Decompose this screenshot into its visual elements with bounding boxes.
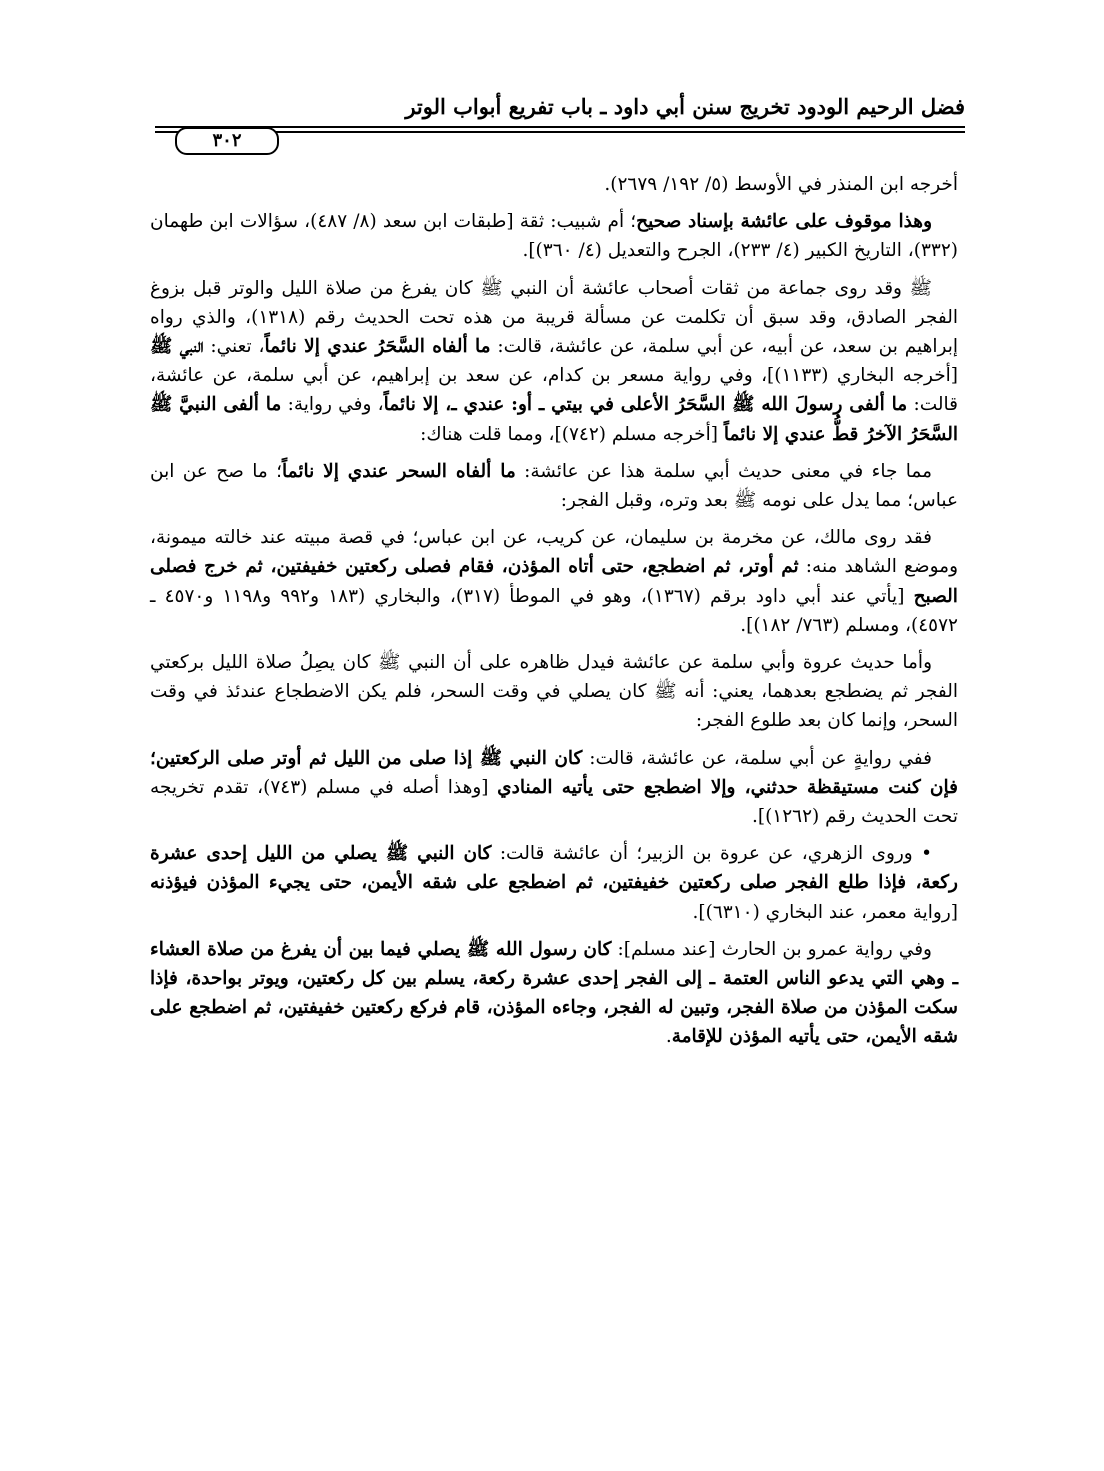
paragraph: ففي روايةٍ عن أبي سلمة، عن عائشة، قالت: كان النبي ﷺ إذا صلى من الليل ثم أوتر صلى الركعتين؛ فإن كنت مستيقظة حدثني، وإلا اضطجع حتى يأتيه المنادي [وهذا أصله في مسلم (٧٤٣)، تقدم تخريجه تحت الحديث رقم (١٢٦٢)]. [150,747,958,828]
page-body [150,170,958,1060]
paragraph: فقد روى مالك، عن مخرمة بن سليمان، عن كريب، عن ابن عباس؛ في قصة مبيته عند خالته ميمونة، وموضع الشاهد منه: ثم أوتر، ثم اضطجع، حتى أتاه المؤذن، فقام فصلى ركعتين خفيفتين، ثم خرج فصلى الصبح [يأتي عند أبي داود برقم (١٣٦٧)، وهو في الموطأ (٣١٧)، والبخاري (١٨٣ و٩٩٢ و١١٩٨ و٤٥٧٠ ـ ٤٥٧٢)، ومسلم (٧٦٣/ ١٨٢)]. [150,527,958,636]
paragraph: وهذا موقوف على عائشة بإسناد صحيح؛ أم شبيب: ثقة [طبقات ابن سعد (٨/ ٤٨٧)، سؤالات ابن طهمان (٣٣٢)، التاريخ الكبير (٤/ ٢٣٣)، الجرح والتعديل (٤/ ٣٦٠)]. [150,211,958,262]
running-title: فضل الرحيم الودود تخريج سنن أبي داود ـ باب تفريع أبواب الوتر [405,94,965,119]
paragraph: وفي رواية عمرو بن الحارث [عند مسلم]: كان رسول الله ﷺ يصلي فيما بين أن يفرغ من صلاة العشاء ـ وهي التي يدعو الناس العتمة ـ إلى الفجر إحدى عشرة ركعة، يسلم بين كل ركعتين، ويوتر بواحدة، فإذا سكت المؤذن من صلاة الفجر، وتبين له الفجر، وجاءه المؤذن، قام فركع ركعتين خفيفتين، ثم اضطجع على شقه الأيمن، حتى يأتيه المؤذن للإقامة. [150,938,958,1048]
paragraph: ﷺ وقد روى جماعة من ثقات أصحاب عائشة أن النبي ﷺ كان يفرغ من صلاة الليل والوتر قبل بزوغ الفجر الصادق، وقد سبق أن تكلمت عن مسألة قريبة من هذه تحت الحديث رقم (١٣١٨)، والذي رواه إبراهيم بن سعد، عن أبيه، عن أبي سلمة، عن عائشة، قالت: ما ألفاه السَّحَرُ عندي إلا نائماً، تعني: النبي ﷺ [أخرجه البخاري (١١٣٣)]، وفي رواية مسعر بن كدام، عن سعد بن إبراهيم، عن أبي سلمة، عن عائشة، قالت: ما ألفى رسولَ الله ﷺ السَّحَرُ الأعلى في بيتي ـ أو: عندي ـ، إلا نائماً، وفي رواية: ما ألفى النبيَّ ﷺ السَّحَرُ الآخرُ قطُّ عندي إلا نائماً [أخرجه مسلم (٧٤٢)]، ومما قلت هناك: [150,277,959,445]
paragraph: • وروى الزهري، عن عروة بن الزبير؛ أن عائشة قالت: كان النبي ﷺ يصلي من الليل إحدى عشرة ركعة، فإذا طلع الفجر صلى ركعتين خفيفتين، ثم اضطجع على شقه الأيمن، حتى يجيء المؤذن فيؤذنه [رواية معمر، عند البخاري (٦٣١٠)]. [150,843,958,923]
paragraph: مما جاء في معنى حديث أبي سلمة هذا عن عائشة: ما ألفاه السحر عندي إلا نائماً؛ ما صح عن ابن عباس؛ مما يدل على نومه ﷺ بعد وتره، وقبل الفجر: [150,460,958,512]
paragraph: وأما حديث عروة وأبي سلمة عن عائشة فيدل ظاهره على أن النبي ﷺ كان يصِلُ صلاة الليل بركعتي الفجر ثم يضطجع بعدهما، يعني: أنه ﷺ كان يصلي في وقت السحر، فلم يكن الاضطجاع عندئذ في وقت السحر، وإنما كان بعد طلوع الفجر: [150,652,958,732]
page-number: ٣٠٢ [175,127,279,155]
header-rule-top [155,126,965,128]
paragraph: أخرجه ابن المنذر في الأوسط (٥/ ١٩٢/ ٢٦٧٩). [604,174,958,195]
page-header [155,90,965,154]
